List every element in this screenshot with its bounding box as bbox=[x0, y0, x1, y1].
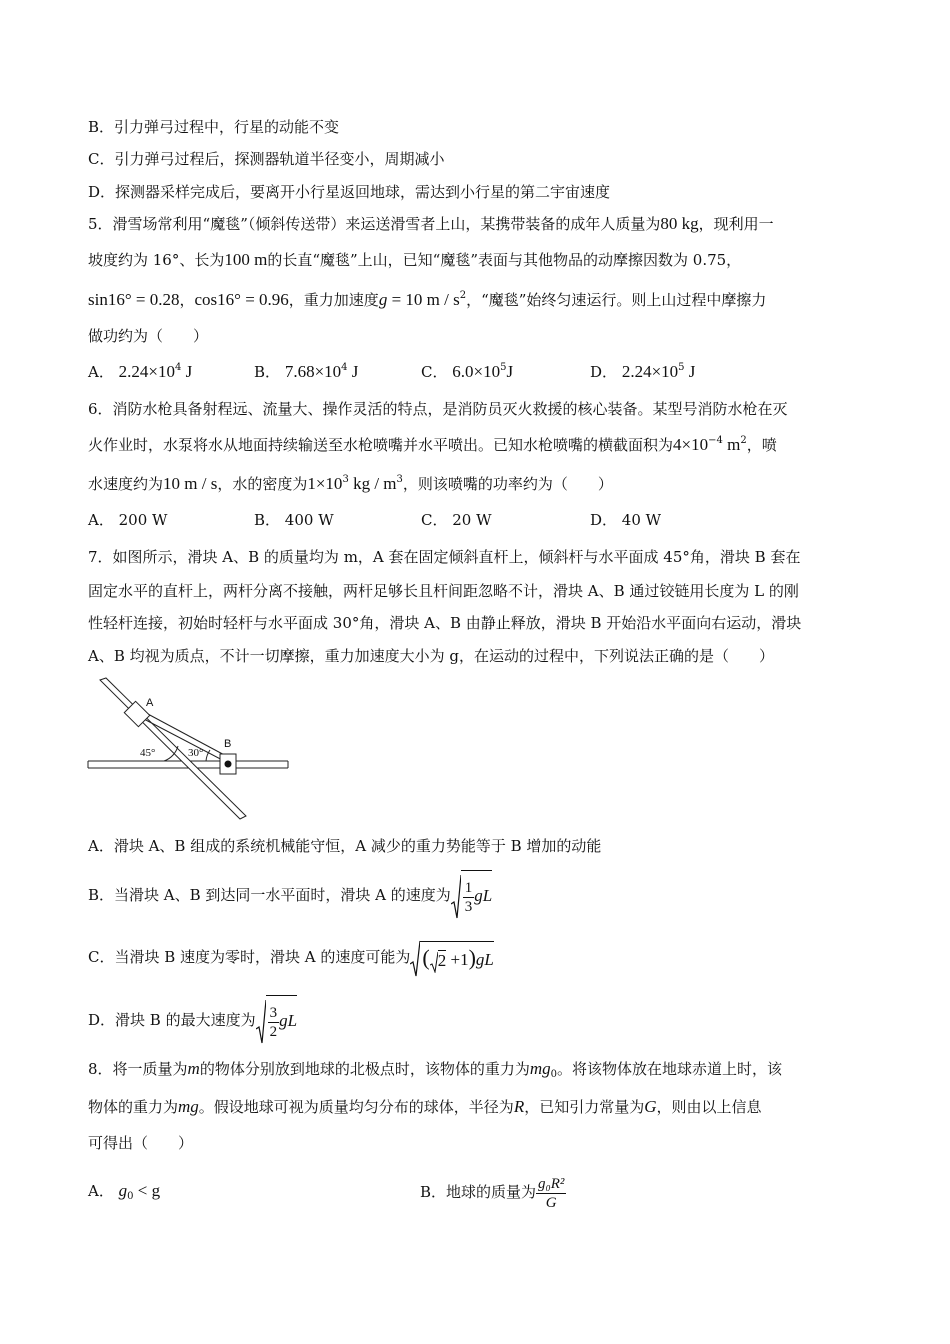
q6-line-1: 6．消防水枪具备射程远、流量大、操作灵活的特点，是消防员灭火救援的核心装备。某型号消防水枪在灭 bbox=[88, 400, 788, 418]
q7-option-b: B．当滑块 A、B 到达同一水平面时，滑块 A 的速度为 $\frac{1}{3}$ gL bbox=[88, 870, 492, 920]
q5-line-1: 5．滑雪场常利用“魔毯”（倾斜传送带）来运送滑雪者上山，某携带装备的成年人质量为80 kg，现利用一 bbox=[88, 214, 774, 233]
q6-option-c: C． 20 W bbox=[421, 511, 492, 529]
q7-option-d: D．滑块 B 的最大速度为 $\frac{3}{2}$ gL bbox=[88, 995, 297, 1045]
q5-sin: sin16° = 0.28 bbox=[88, 290, 180, 309]
q8-option-b: B．地球的质量为 $\frac{\text{g₀R²}}{G}$ bbox=[420, 1175, 565, 1211]
q8-line-1: 8．将一质量为m的物体分别放到地球的北极点时，该物体的重力为$mg_0$。将该物体放在地球赤道上时，该 bbox=[88, 1059, 783, 1080]
q7-line-2: 固定水平的直杆上，两杆分离不接触，两杆足够长且杆间距忽略不计，滑块 A、B 通过铰链用长度为 L 的刚 bbox=[88, 582, 799, 600]
q6-option-a: A． 200 W bbox=[88, 511, 168, 529]
figure-angle-30: 30° bbox=[188, 747, 204, 759]
q4-option-c: C．引力弹弓过程后，探测器轨道半径变小，周期减小 bbox=[88, 150, 445, 168]
figure-label-a: A bbox=[146, 697, 154, 709]
q7-line-1: 7．如图所示，滑块 A、B 的质量均为 m，A 套在固定倾斜直杆上，倾斜杆与水平面成 45°角，滑块 B 套在 bbox=[88, 548, 801, 566]
q7-option-a: A．滑块 A、B 组成的系统机械能守恒，A 减少的重力势能等于 B 增加的动能 bbox=[88, 837, 602, 855]
figure-label-b: B bbox=[224, 738, 232, 750]
q5-mass: 80 kg bbox=[660, 214, 699, 233]
q6-line-2: 火作业时，水泵将水从地面持续输送至水枪喷嘴并水平喷出。已知水枪喷嘴的横截面积为$4\times 10^{-4}$ $m^2$，喷 bbox=[88, 435, 777, 454]
q7-figure bbox=[84, 676, 294, 825]
q5-length: 100 m bbox=[224, 250, 268, 269]
q8-option-a: A． $g_0 < g$ bbox=[88, 1181, 161, 1202]
q5-cos: cos16° = 0.96 bbox=[194, 290, 289, 309]
q5-option-c: C． $6.0\times 10^5J$ bbox=[421, 362, 514, 381]
q5-line-4: 做功约为（ ） bbox=[88, 327, 209, 345]
q8-line-3: 可得出（ ） bbox=[88, 1134, 194, 1152]
q5-option-d: D． $2.24\times 10^5$ J bbox=[590, 362, 696, 381]
q4-option-b: B．引力弹弓过程中，行星的动能不变 bbox=[88, 118, 340, 136]
q5-option-a: A． $2.24\times 10^4$ J bbox=[88, 362, 193, 381]
q7-line-3: 性轻杆连接，初始时轻杆与水平面成 30°角，滑块 A、B 由静止释放，滑块 B 开始沿水平面向右运动，滑块 bbox=[88, 614, 802, 632]
sqrt-three-halves-gl: $\frac{3}{2}$ gL bbox=[256, 996, 297, 1047]
q6-line-3: 水速度约为10 m / s，水的密度为$1\times 10^3$ kg / $m^3$，则该喷嘴的功率约为（ ） bbox=[88, 474, 613, 493]
q4-option-d: D．探测器采样完成后，要离开小行星返回地球，需达到小行星的第二宇宙速度 bbox=[88, 183, 611, 201]
q5-option-b: B． $7.68\times 10^4$ J bbox=[254, 362, 359, 381]
q8-line-2: 物体的重力为mg。假设地球可视为质量均匀分布的球体，半径为R，已知引力常量为G，则由以上信息 bbox=[88, 1097, 762, 1116]
q5-line-3: sin16° = 0.28，cos16° = 0.96，重力加速度g = 10 m / $s^2$，“魔毯”始终匀速运行。则上山过程中摩擦力 bbox=[88, 290, 767, 309]
figure-angle-45: 45° bbox=[140, 747, 156, 759]
q7-option-c: C．当滑块 B 速度为零时，滑块 A 的速度可能为 ( 2 +1)gL bbox=[88, 935, 494, 979]
sqrt-one-third-gl: $\frac{1}{3}$ gL bbox=[451, 871, 492, 922]
q7-line-4: A、B 均视为质点，不计一切摩擦，重力加速度大小为 g，在运动的过程中，下列说法正确的是（ ） bbox=[88, 647, 774, 665]
q6-option-d: D． 40 W bbox=[590, 511, 662, 529]
q6-option-b: B． 400 W bbox=[254, 511, 334, 529]
q5-line-2: 坡度约为 16°、长为100 m的长直“魔毯”上山，已知“魔毯”表面与其他物品的动摩擦因数为 0.75， bbox=[88, 250, 742, 269]
sqrt-root2-plus1-gl: ( 2 +1)gL bbox=[410, 936, 493, 980]
